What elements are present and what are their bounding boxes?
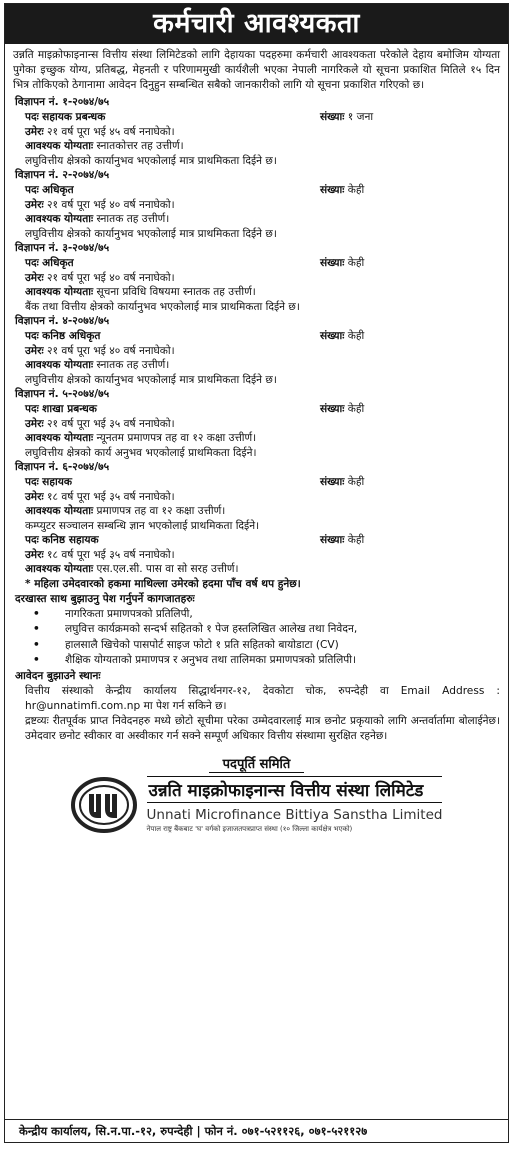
post-name: अधिकृत [42,257,74,269]
age-row [13,198,500,213]
count-label: संख्याः [320,534,345,546]
age-row [13,417,500,432]
qualification-label: आवश्यक योग्यताः [25,213,94,225]
document-item: • लघुवित्त कार्यक्रमको सन्दर्भ सहितको १ पेज हस्तलिखित आलेख तथा निवेदन, [65,622,500,638]
age-row [13,548,500,563]
count-label: संख्याः [320,330,345,342]
committee-name: पदपूर्ति समिति [209,757,305,773]
advertisement-number: विज्ञापन नं. १-२०७४/७५ [15,96,110,108]
organization-logo-block [13,776,500,834]
post-field [25,329,100,344]
count-value: केही [347,184,365,196]
qualification-row [13,358,500,373]
organization-name-nepali: उन्नति माइक्रोफाइनान्स वित्तीय संस्था लिमिटेड [147,776,443,803]
qualification-value: स्नातक तह उत्तीर्ण। [96,359,170,371]
count-field [320,110,400,125]
age-row [13,344,500,359]
post-row [13,329,500,344]
count-value: १ जना [347,111,374,123]
post-name: सहायक प्रबन्धक [42,111,106,123]
post-row [13,402,500,417]
disclaimer-text: द्रष्टव्यः रीतपूर्वक प्राप्त निवेदनहरु मध्ये छोटो सूचीमा परेका उम्मेदवारलाई मात्र छनोट प्रकृयाको लागि अन्तर्वार्तामा बोलाईनेछ। उमेदवार छनोट स्वीकार वा अस्वीकार गर्न सक्ने सम्पूर्ण अधिकार वित्तीय संस्थामा सुरक्षित रहनेछ। [25,714,500,742]
documents-title: दरखास्त साथ बुझाउनु पेश गर्नुपर्ने कागजातहरुः [15,592,195,605]
count-value: केही [347,257,365,269]
count-field [320,533,400,548]
organization-logo-icon [71,776,137,834]
documents-list [13,607,500,669]
qualification-label: आवश्यक योग्यताः [25,563,94,575]
age-value: १८ वर्ष पूरा भई ३५ वर्ष ननाघेको। [47,548,175,561]
document-item: • नागरिकता प्रमाणपत्रको प्रतिलिपी, [65,607,500,623]
advertisement-number: विज्ञापन नं. ४-२०७४/७५ [15,315,110,327]
age-label: उमेरः [25,417,44,430]
preference-note: लघुवित्तीय क्षेत्रको कार्य अनुभव भएकोलाई प्राथमिकता दिईने। [25,446,257,459]
qualification-label: आवश्यक योग्यताः [25,286,94,298]
qualification-row [13,431,500,446]
count-value: केही [347,330,365,342]
age-label: उमेरः [25,548,44,561]
post-label: पदः [25,184,39,196]
age-label: उमेरः [25,490,44,503]
count-label: संख्याः [320,257,345,269]
vacancy-block [13,533,500,577]
women-note: * महिला उमेदवारको हकमा माथिल्ला उमेरको हदमा पाँच वर्ष थप हुनेछ। [25,577,301,590]
preference-note: कम्प्युटर सञ्चालन सम्बन्धि ज्ञान भएकोलाई प्राथमिकता दिईने। [25,519,260,532]
age-label: उमेरः [25,271,44,284]
vacancy-block [13,168,500,241]
qualification-value: न्यूनतम प्रमाणपत्र तह वा १२ कक्षा उत्तीर्ण। [96,432,257,444]
committee-heading [13,754,500,772]
page-title: कर्मचारी आवश्यकता [5,4,508,44]
age-value: २१ वर्ष पूरा भई ४५ वर्ष ननाघेको। [47,125,175,138]
qualification-row [13,504,500,519]
qualification-row [13,562,500,577]
organization-license-note: नेपाल राष्ट्र बैंकबाट 'घ' वर्गको इजाजतपत्रप्राप्त संस्था (१० जिल्ला कार्यक्षेत्र भएको) [146,824,353,833]
advertisement-number: विज्ञापन नं. २-२०७४/७५ [15,169,110,181]
qualification-row [13,212,500,227]
post-row [13,475,500,490]
count-value: केही [347,403,365,415]
document-item: • शैक्षिक योग्यताको प्रमाणपत्र र अनुभव तथा तालिमका प्रमाणपत्रको प्रतिलिपी। [65,653,500,669]
age-row [13,271,500,286]
advertisement-number: विज्ञापन नं. ६-२०७४/७५ [15,461,110,473]
preference-note: लघुवित्तीय क्षेत्रको कार्यानुभव भएकोलाई मात्र प्राथमिकता दिईने छ। [25,154,277,167]
count-field [320,329,400,344]
qualification-value: एस.एल.सी. पास वा सो सरह उत्तीर्ण। [96,563,239,575]
post-row [13,183,500,198]
count-value: केही [347,476,365,488]
post-label: पदः [25,257,39,269]
qualification-value: स्नातकोत्तर तह उत्तीर्ण। [96,140,184,152]
qualification-label: आवश्यक योग्यताः [25,140,94,152]
qualification-row [13,139,500,154]
age-label: उमेरः [25,344,44,357]
count-label: संख्याः [320,403,345,415]
vacancy-block [13,460,500,533]
post-field [25,110,105,125]
preference-note: लघुवित्तीय क्षेत्रको कार्यानुभव भएकोलाई मात्र प्राथमिकता दिईने छ। [25,373,277,386]
advertisement-number: विज्ञापन नं. ३-२०७४/७५ [15,242,110,254]
vacancy-block [13,314,500,387]
count-field [320,256,400,271]
qualification-row [13,285,500,300]
post-row [13,533,500,548]
intro-paragraph: उन्नति माइक्रोफाइनान्स वित्तीय संस्था लिमिटेडको लागि देहायका पदहरुमा कर्मचारी आवश्यकता परेकोले देहाय बमोजिम योग्यता पुगेका इच्छुक योग्य, प्रतिबद्ध, मेहनती र परिणाममुखी कार्यशैली भएका नेपाली नागरिकले यो सूचना प्रकाशित मितिले १५ दिन भित्र तोकिएको ठेगानामा आवेदन दिनुहुन सम्बन्धित सबैको जानकारीको लागि यो सूचना प्रकाशित गरिएको छ। [13,49,500,91]
apply-location-title: आवेदन बुझाउने स्थानः [15,669,101,682]
qualification-value: प्रमाणपत्र तह वा १२ कक्षा उत्तीर्ण। [96,505,226,517]
qualification-value: स्नातक तह उत्तीर्ण। [96,213,170,225]
count-field [320,183,400,198]
age-label: उमेरः [25,125,44,138]
post-row [13,110,500,125]
count-field [320,402,400,417]
age-value: २१ वर्ष पूरा भई ४० वर्ष ननाघेको। [47,344,175,357]
age-row [13,125,500,140]
count-value: केही [347,534,365,546]
vacancy-block [13,387,500,460]
age-value: २१ वर्ष पूरा भई ४० वर्ष ननाघेको। [47,271,175,284]
advertisement-number: विज्ञापन नं. ५-२०७४/७५ [15,388,110,400]
apply-location-text: वित्तीय संस्थाको केन्द्रीय कार्यालय सिद्धार्थनगर-१२, देवकोटा चोक, रुपन्देही वा Email Address : hr@unnatimfi.com.np मा पेश गर्न सकिने छ। [25,684,500,712]
age-value: १८ वर्ष पूरा भई ३५ वर्ष ननाघेको। [47,490,175,503]
count-label: संख्याः [320,476,345,488]
qualification-label: आवश्यक योग्यताः [25,505,94,517]
post-name: शाखा प्रबन्धक [42,403,97,415]
post-row [13,256,500,271]
post-field [25,402,97,417]
vacancy-block [13,241,500,314]
post-label: पदः [25,330,39,342]
post-field [25,533,99,548]
count-label: संख्याः [320,111,345,123]
vacancy-block [13,95,500,168]
post-label: पदः [25,111,39,123]
post-name: अधिकृत [42,184,74,196]
age-row [13,490,500,505]
document-item: • हालसालै खिचेको पासपोर्ट साइज फोटो १ प्रति सहितको बायोडाटा (CV) [65,638,500,654]
footer-address: केन्द्रीय कार्यालय, सि.न.पा.-१२, रुपन्देही | फोन नं. ०७१-५२११२६, ०७१-५२११२७ [5,1119,508,1142]
qualification-label: आवश्यक योग्यताः [25,432,94,444]
count-label: संख्याः [320,184,345,196]
post-name: कनिष्ठ अधिकृत [42,330,101,342]
organization-name-english: Unnati Microfinance Bittiya Sanstha Limited [146,806,443,823]
age-value: २१ वर्ष पूरा भई ४० वर्ष ननाघेको। [47,198,175,211]
qualification-value: सूचना प्रविधि विषयमा स्नातक तह उत्तीर्ण। [96,286,256,298]
post-name: कनिष्ठ सहायक [42,534,99,546]
preference-note: लघुवित्तीय क्षेत्रको कार्यानुभव भएकोलाई मात्र प्राथमिकता दिईने छ। [25,227,277,240]
post-field [25,256,74,271]
age-label: उमेरः [25,198,44,211]
qualification-label: आवश्यक योग्यताः [25,359,94,371]
notice-page [4,3,509,1143]
age-value: २१ वर्ष पूरा भई ३५ वर्ष ननाघेको। [47,417,175,430]
post-field [25,475,72,490]
post-field [25,183,74,198]
post-name: सहायक [42,476,72,488]
post-label: पदः [25,476,39,488]
organization-name-block [147,776,443,834]
count-field [320,475,400,490]
vacancy-list [13,95,500,577]
post-label: पदः [25,403,39,415]
preference-note: बैंक तथा वित्तीय क्षेत्रको कार्यानुभव भएकोलाई मात्र प्राथमिकता दिईने छ। [25,300,300,313]
post-label: पदः [25,534,39,546]
notice-content [5,44,508,834]
